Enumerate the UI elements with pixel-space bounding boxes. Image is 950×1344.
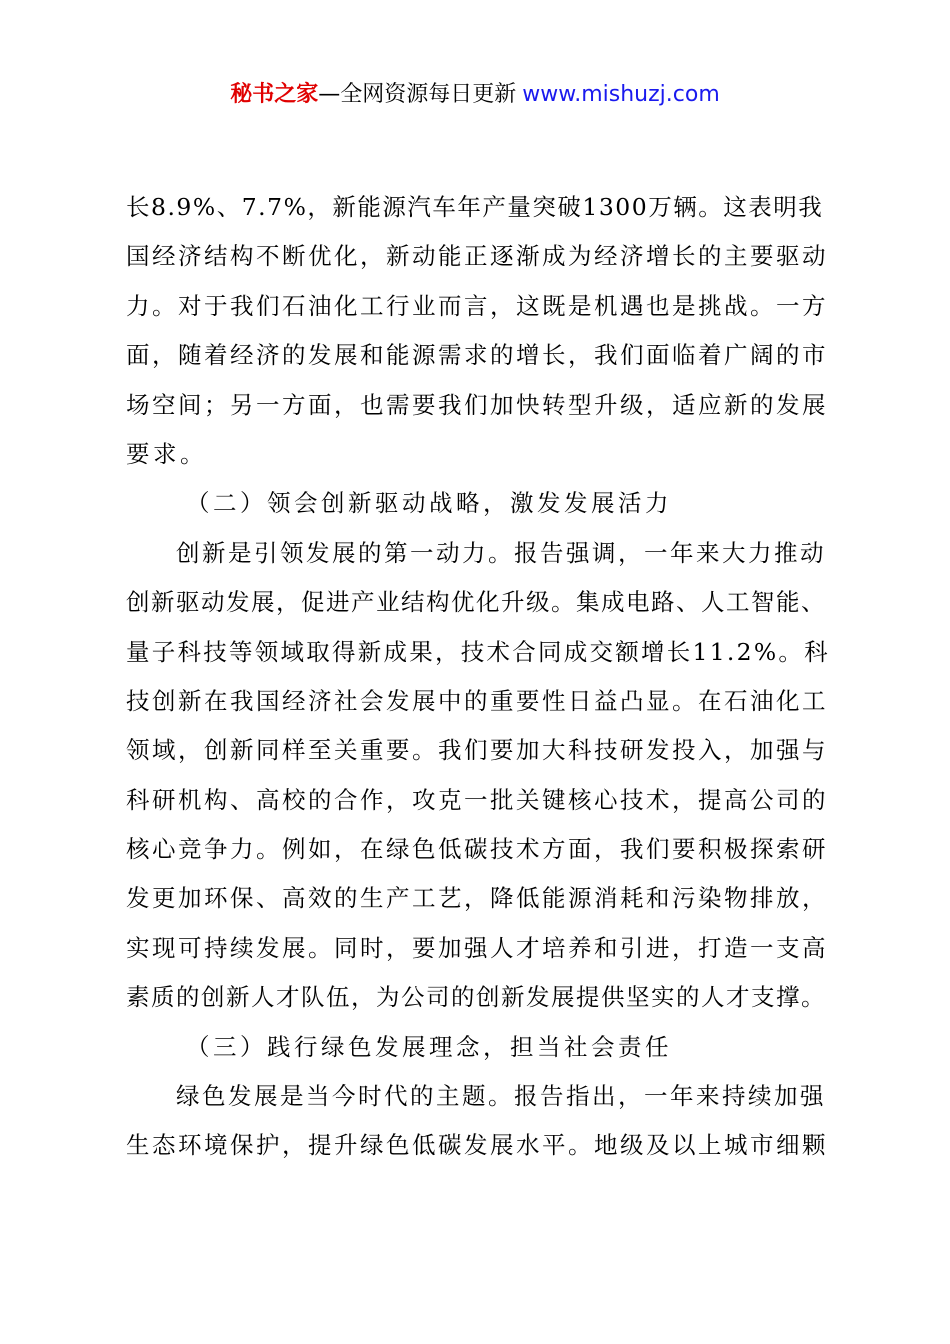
text-line: 科研机构、高校的合作，攻克一批关键核心技术，提高公司的 xyxy=(126,785,828,814)
section-heading: （三）践行绿色发展理念，担当社会责任 xyxy=(186,1032,672,1061)
page-header xyxy=(0,78,950,112)
text-line: 生态环境保护，提升绿色低碳发展水平。地级及以上城市细颗 xyxy=(126,1131,828,1160)
text-line: 面，随着经济的发展和能源需求的增长，我们面临着广阔的市 xyxy=(126,341,828,370)
site-tagline: —全网资源每日更新 xyxy=(318,82,517,107)
text-line: 领域，创新同样至关重要。我们要加大科技研发投入，加强与 xyxy=(126,736,828,765)
text-line: 长8.9%、7.7%，新能源汽车年产量突破1300万辆。这表明我 xyxy=(126,193,824,221)
text-line: 要求。 xyxy=(126,439,207,468)
text-line: 素质的创新人才队伍，为公司的创新发展提供坚实的人才支撑。 xyxy=(126,983,826,1012)
text-line: 发更加环保、高效的生产工艺，降低能源消耗和污染物排放， xyxy=(126,884,828,913)
text-line: 国经济结构不断优化，新动能正逐渐成为经济增长的主要驱动 xyxy=(126,242,828,271)
paragraph-start-line: 绿色发展是当今时代的主题。报告指出，一年来持续加强 xyxy=(176,1082,826,1111)
text-line: 量子科技等领域取得新成果，技术合同成交额增长11.2%。科 xyxy=(126,637,830,666)
text-line: 场空间；另一方面，也需要我们加快转型升级，适应新的发展 xyxy=(126,390,828,419)
text-line: 核心竞争力。例如，在绿色低碳技术方面，我们要积极探索研 xyxy=(126,835,828,864)
text-line: 实现可持续发展。同时，要加强人才培养和引进，打造一支高 xyxy=(126,933,828,962)
text-line: 技创新在我国经济社会发展中的重要性日益凸显。在石油化工 xyxy=(126,686,828,715)
text-line: 创新驱动发展，促进产业结构优化升级。集成电路、人工智能、 xyxy=(126,588,826,617)
paragraph-start-line: 创新是引领发展的第一动力。报告强调，一年来大力推动 xyxy=(176,538,826,567)
site-name: 秘书之家 xyxy=(230,82,319,107)
site-url-link[interactable]: www.mishuzj.com xyxy=(522,82,720,107)
text-line: 力。对于我们石油化工行业而言，这既是机遇也是挑战。一方 xyxy=(126,291,828,320)
section-heading: （二）领会创新驱动战略，激发发展活力 xyxy=(186,489,672,518)
document-body xyxy=(126,183,830,1171)
